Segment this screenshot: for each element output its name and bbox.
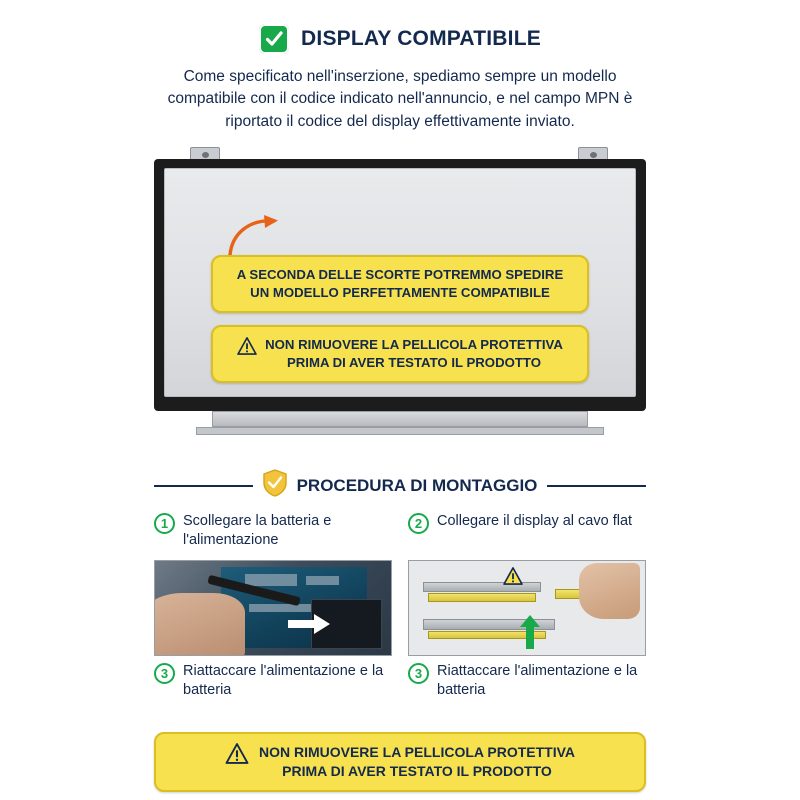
green-arrow-icon [520, 615, 540, 649]
assembly-step-1 [154, 512, 392, 550]
white-arrow-icon [288, 614, 330, 634]
check-badge-icon [259, 24, 289, 54]
connector-1 [428, 593, 537, 601]
footer-line2: PRIMA DI AVER TESTATO IL PRODOTTO [282, 763, 552, 780]
assembly-section-header [154, 469, 646, 502]
content-column [148, 0, 652, 800]
fingers [579, 563, 640, 619]
intro-paragraph: Come specificato nell'inserzione, spediamo sempre un modello compatibile con il codice indicato nell'annuncio, e nel campo MPN è riportato il codice del display effettivamente inviato. [167, 68, 633, 130]
callout-compatibility-line2: UN MODELLO PERFETTAMENTE COMPATIBILE [250, 285, 550, 301]
step-text: Collegare il display al cavo flat [437, 513, 633, 530]
callout-compatibility [211, 255, 589, 313]
warning-triangle-icon [225, 743, 249, 764]
callout-compatibility-line1: A SECONDA DELLE SCORTE POTREMMO SPEDIRE [236, 267, 564, 283]
step-text: Riattaccare l'alimentazione e la batteria [183, 663, 384, 698]
panel-lower-bar [196, 427, 604, 435]
flat-cable-1 [423, 582, 541, 592]
right-margin [652, 0, 800, 800]
shield-icon [263, 469, 287, 502]
assembly-steps [154, 512, 646, 699]
left-margin [0, 0, 148, 800]
assembly-step-2 [408, 512, 646, 550]
footer-warning-banner [154, 732, 646, 792]
step-number: 2 [408, 513, 429, 534]
chip-2 [306, 576, 339, 584]
assembly-step-3-right [408, 662, 646, 700]
orange-arrow-icon [226, 213, 286, 257]
step-number: 1 [154, 513, 175, 534]
step-number: 3 [154, 663, 175, 684]
divider-left [154, 485, 253, 487]
step-2-photo [408, 560, 646, 656]
warning-triangle-icon [237, 337, 257, 355]
assembly-title: PROCEDURA DI MONTAGGIO [296, 475, 538, 495]
header [148, 0, 652, 54]
page-title: DISPLAY COMPATIBILE [301, 27, 541, 50]
step-text: Riattaccare l'alimentazione e la batteria [437, 663, 638, 698]
display-panel-illustration [154, 147, 646, 447]
chip-1 [245, 574, 297, 585]
footer-line1: NON RIMUOVERE LA PELLICOLA PROTETTIVA [258, 744, 576, 761]
callout-protective-film [211, 325, 589, 383]
assembly-step-3-left [154, 662, 392, 700]
warning-triangle-icon [503, 567, 523, 590]
hand [154, 593, 245, 656]
step-number: 3 [408, 663, 429, 684]
step-text: Scollegare la batteria e l'alimentazione [183, 513, 332, 549]
callout-film-line1: NON RIMUOVERE LA PELLICOLA PROTETTIVA [265, 337, 563, 353]
divider-right [547, 485, 646, 487]
step-1-photo [154, 560, 392, 656]
callout-film-line2: PRIMA DI AVER TESTATO IL PRODOTTO [286, 355, 541, 371]
panel-lower-strip [212, 411, 588, 427]
